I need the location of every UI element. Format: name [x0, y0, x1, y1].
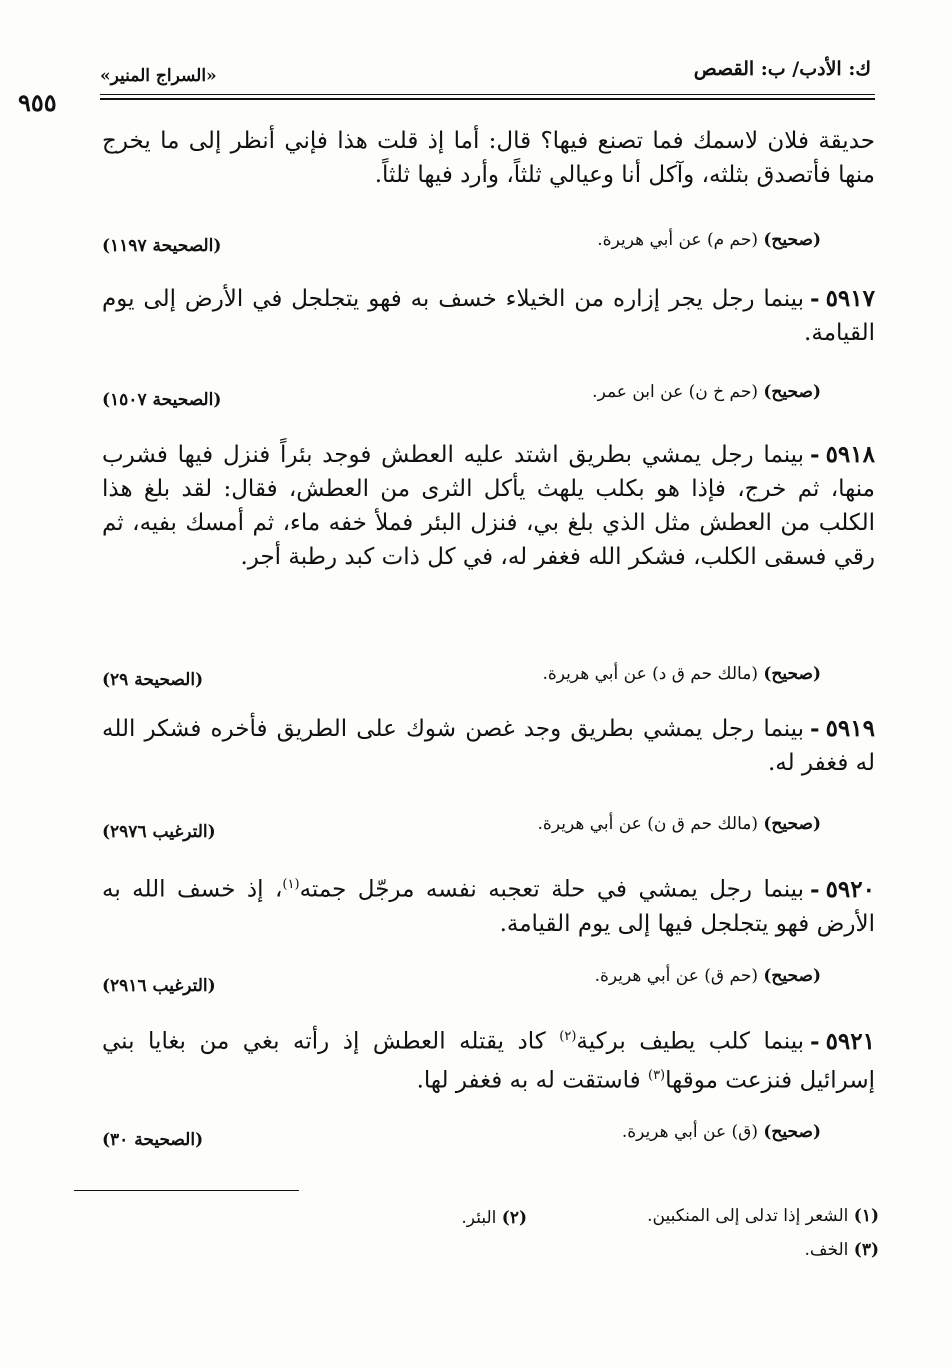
hadith-text: فاستقت له به فغفر لها.: [416, 1067, 648, 1094]
page-number: ٩٥٥: [18, 88, 57, 117]
footnote-number: (١): [853, 1206, 879, 1226]
footnote-marker: (١): [282, 877, 300, 892]
footnote-marker: (٢): [559, 1029, 577, 1044]
hadith-source-text: (ق) عن أبي هريرة.: [621, 1122, 758, 1142]
hadith-5920: [102, 868, 875, 941]
hadith-source-text: (حم ق) عن أبي هريرة.: [594, 966, 758, 986]
hadith-text: بينما رجل يمشي في حلة تعجبه نفسه مرجّل جمته: [299, 876, 805, 903]
hadith-dash: -: [810, 285, 820, 312]
hadith-dash: -: [810, 441, 820, 468]
intro-source-text: (حم م) عن أبي هريرة.: [597, 230, 758, 250]
footnote-3: [804, 1240, 879, 1260]
hadith-5917: [102, 282, 875, 350]
hadith-5921: [102, 1020, 875, 1097]
hadith-5919-source: [538, 814, 821, 834]
footnote-rule: [74, 1190, 299, 1191]
hadith-5920-reference: (الترغيب ٢٩١٦): [102, 976, 216, 996]
hadith-number: ٥٩٢٠: [825, 875, 875, 903]
hadith-grade: (صحيح): [763, 814, 821, 834]
footnote-1: [647, 1206, 879, 1226]
footnote-marker: (٣): [647, 1067, 666, 1083]
hadith-grade: (صحيح): [763, 1122, 821, 1142]
hadith-number: ٥٩٢١: [825, 1027, 875, 1055]
header-rule-thin: [100, 94, 875, 95]
footnote-number: (٢): [501, 1208, 527, 1228]
book-title: «السراج المنير»: [100, 66, 217, 86]
footnote-text: الخف.: [804, 1240, 849, 1260]
hadith-5918-source: [542, 664, 821, 684]
footnote-2: [461, 1208, 527, 1228]
footnote-number: (٣): [853, 1240, 879, 1260]
intro-paragraph: [102, 124, 875, 192]
header-rule-thick: [100, 98, 875, 100]
hadith-text: بينما رجل يمشي بطريق اشتد عليه العطش فوجد بئراً فنزل فيها فشرب منها، ثم خرج، فإذا هو بكلب يلهث يأكل الثرى من العطش، فقال: لقد بلغ هذا الكلب من العطش مثل الذي بلغ بي، فنزل البئر فملأ خفه ماء، ثم أمسك بفيه، ثم رقي فسقى الكلب، فشكر الله فغفر له، في كل ذات كبد رطبة أجر.: [102, 442, 875, 570]
hadith-source-text: (مالك حم ق د) عن أبي هريرة.: [542, 664, 758, 684]
footnote-text: الشعر إذا تدلى إلى المنكبين.: [647, 1206, 849, 1226]
intro-grade: (صحيح): [763, 230, 821, 250]
chapter-header: ك: الأدب/ ب: القصص: [693, 58, 871, 80]
hadith-grade: (صحيح): [763, 966, 821, 986]
hadith-number: ٥٩١٨: [825, 441, 875, 468]
hadith-5921-reference: (الصحيحة ٣٠): [102, 1130, 204, 1150]
hadith-dash: -: [810, 1027, 820, 1055]
hadith-number: ٥٩١٩: [825, 715, 875, 742]
footnote-text: البئر.: [461, 1208, 497, 1228]
hadith-text: بينما رجل يمشي بطريق وجد غصن شوك على الطريق فأخره فشكر الله له فغفر له.: [102, 716, 875, 776]
intro-reference: (الصحيحة ١١٩٧): [102, 236, 222, 256]
hadith-5918-reference: (الصحيحة ٢٩): [102, 670, 204, 690]
hadith-text: ، إذ خسف الله به الأرض فهو يتجلجل فيها إلى يوم القيامة.: [102, 876, 875, 937]
hadith-grade: (صحيح): [763, 664, 821, 684]
hadith-text: كاد يقتله العطش إذ رأته بغي من بغايا بني إسرائيل فنزعت موقها: [102, 1028, 875, 1094]
hadith-5919: [102, 712, 875, 780]
hadith-5917-reference: (الصحيحة ١٥٠٧): [102, 390, 222, 410]
hadith-text: بينما رجل يجر إزاره من الخيلاء خسف به فهو يتجلجل في الأرض إلى يوم القيامة.: [102, 286, 875, 346]
hadith-dash: -: [810, 715, 820, 742]
hadith-text: بينما كلب يطيف بركية: [576, 1028, 805, 1055]
hadith-5917-source: [592, 382, 821, 402]
hadith-5918: [102, 438, 875, 574]
hadith-5921-source: [622, 1122, 821, 1142]
hadith-5919-reference: (الترغيب ٢٩٧٦): [102, 822, 216, 842]
hadith-grade: (صحيح): [763, 382, 821, 402]
intro-text: حديقة فلان لاسمك فما تصنع فيها؟ قال: أما إذ قلت هذا فإني أنظر إلى ما يخرج منها فأتصدق بثلثه، وآكل أنا وعيالي ثلثاً، وأرد فيها ثلثاً.: [102, 128, 875, 188]
hadith-source-text: (حم خ ن) عن ابن عمر.: [592, 382, 758, 402]
hadith-source-text: (مالك حم ق ن) عن أبي هريرة.: [537, 814, 758, 834]
hadith-number: ٥٩١٧: [825, 285, 875, 312]
hadith-dash: -: [810, 875, 820, 903]
intro-source: [597, 230, 821, 250]
hadith-5920-source: [595, 966, 821, 986]
